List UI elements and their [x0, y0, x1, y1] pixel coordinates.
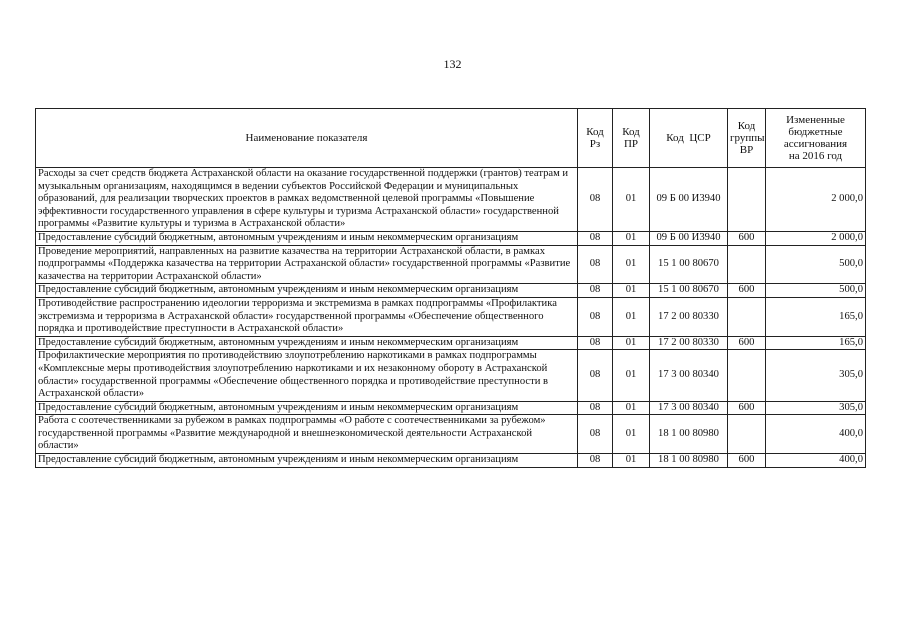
row-rz-cell: 08: [578, 284, 613, 298]
row-name-cell: Профилактические мероприятия по противодействию злоупотреблению наркотиками в рамках подпрограммы «Комплексные меры противодействия злоупотреблению наркотиками и их незаконному обороту в Астраханской области» государственной программы «Обеспечение общественного порядка и противодействие преступности в Астраханской области»: [36, 350, 578, 401]
row-amount-cell: 400,0: [766, 454, 866, 468]
table-header-row: [36, 109, 866, 168]
row-pr-cell: 01: [613, 415, 650, 454]
row-amount-cell: 400,0: [766, 415, 866, 454]
row-pr-cell: 01: [613, 284, 650, 298]
row-vr-cell: [728, 168, 766, 232]
row-vr-cell: [728, 245, 766, 284]
row-pr-cell: 01: [613, 401, 650, 415]
row-pr-cell: 01: [613, 454, 650, 468]
page-number: 132: [443, 57, 462, 71]
table-row: [36, 245, 866, 284]
header-pr: Код ПР: [613, 109, 650, 168]
table-row: [36, 454, 866, 468]
row-amount-cell: 500,0: [766, 284, 866, 298]
row-csr-cell: 17 2 00 80330: [650, 297, 728, 336]
row-rz-cell: 08: [578, 336, 613, 350]
row-name-cell: Предоставление субсидий бюджетным, автономным учреждениям и иным некоммерческим организациям: [36, 231, 578, 245]
row-rz-cell: 08: [578, 350, 613, 401]
row-name-cell: Проведение мероприятий, направленных на развитие казачества на территории Астраханской области, в рамках подпрограммы «Поддержка казачества на территории Астраханской области» государственной программы «Развитие казачества на территории Астраханской области»: [36, 245, 578, 284]
row-vr-cell: 600: [728, 231, 766, 245]
header-amount: Измененные бюджетные ассигнования на 2016 год: [766, 109, 866, 168]
header-vr: Код группы ВР: [728, 109, 766, 168]
row-csr-cell: 17 3 00 80340: [650, 401, 728, 415]
row-csr-cell: 17 3 00 80340: [650, 350, 728, 401]
table-row: [36, 231, 866, 245]
row-pr-cell: 01: [613, 297, 650, 336]
row-pr-cell: 01: [613, 168, 650, 232]
row-csr-cell: 15 1 00 80670: [650, 284, 728, 298]
table-row: [36, 336, 866, 350]
row-name-cell: Предоставление субсидий бюджетным, автономным учреждениям и иным некоммерческим организациям: [36, 401, 578, 415]
row-rz-cell: 08: [578, 168, 613, 232]
row-vr-cell: [728, 350, 766, 401]
row-pr-cell: 01: [613, 350, 650, 401]
table-row: [36, 350, 866, 401]
budget-table: [35, 108, 866, 468]
row-pr-cell: 01: [613, 231, 650, 245]
header-name: Наименование показателя: [36, 109, 578, 168]
row-rz-cell: 08: [578, 415, 613, 454]
row-rz-cell: 08: [578, 401, 613, 415]
row-amount-cell: 305,0: [766, 350, 866, 401]
table-row: [36, 168, 866, 232]
row-vr-cell: 600: [728, 454, 766, 468]
row-name-cell: Предоставление субсидий бюджетным, автономным учреждениям и иным некоммерческим организациям: [36, 284, 578, 298]
header-rz: Код Рз: [578, 109, 613, 168]
row-vr-cell: [728, 297, 766, 336]
row-amount-cell: 165,0: [766, 297, 866, 336]
header-csr: Код ЦСР: [650, 109, 728, 168]
row-csr-cell: 18 1 00 80980: [650, 454, 728, 468]
row-name-cell: Работа с соотечественниками за рубежом в рамках подпрограммы «О работе с соотечественниками за рубежом» государственной программы «Развитие международной и внешнеэкономической деятельности Астраханской области»: [36, 415, 578, 454]
row-name-cell: Противодействие распространению идеологии терроризма и экстремизма в рамках подпрограммы «Профилактика экстремизма и терроризма в Астраханской области» государственной программы «Обеспечение общественного порядка и противодействие преступности в Астраханской области»: [36, 297, 578, 336]
row-vr-cell: [728, 415, 766, 454]
row-vr-cell: 600: [728, 336, 766, 350]
row-csr-cell: 09 Б 00 И3940: [650, 168, 728, 232]
row-amount-cell: 500,0: [766, 245, 866, 284]
row-amount-cell: 2 000,0: [766, 168, 866, 232]
row-pr-cell: 01: [613, 245, 650, 284]
table-row: [36, 415, 866, 454]
row-amount-cell: 305,0: [766, 401, 866, 415]
row-amount-cell: 2 000,0: [766, 231, 866, 245]
row-pr-cell: 01: [613, 336, 650, 350]
row-csr-cell: 17 2 00 80330: [650, 336, 728, 350]
row-rz-cell: 08: [578, 297, 613, 336]
row-csr-cell: 18 1 00 80980: [650, 415, 728, 454]
row-rz-cell: 08: [578, 454, 613, 468]
row-name-cell: Расходы за счет средств бюджета Астраханской области на оказание государственной поддержки (грантов) театрам и музыкальным организациям, находящимся в ведении субъектов Российской Федерации и муниципальных образований, для реализации творческих проектов в рамках ведомственной целевой программы «Повышение эффективности государственного управления в сфере культуры и туризма Астраханской области» государственной программы «Развитие культуры и туризма в Астраханской области»: [36, 168, 578, 232]
row-rz-cell: 08: [578, 245, 613, 284]
table-row: [36, 401, 866, 415]
table-row: [36, 284, 866, 298]
row-vr-cell: 600: [728, 401, 766, 415]
row-vr-cell: 600: [728, 284, 766, 298]
row-amount-cell: 165,0: [766, 336, 866, 350]
row-rz-cell: 08: [578, 231, 613, 245]
row-name-cell: Предоставление субсидий бюджетным, автономным учреждениям и иным некоммерческим организациям: [36, 454, 578, 468]
row-name-cell: Предоставление субсидий бюджетным, автономным учреждениям и иным некоммерческим организациям: [36, 336, 578, 350]
table-row: [36, 297, 866, 336]
row-csr-cell: 09 Б 00 И3940: [650, 231, 728, 245]
row-csr-cell: 15 1 00 80670: [650, 245, 728, 284]
